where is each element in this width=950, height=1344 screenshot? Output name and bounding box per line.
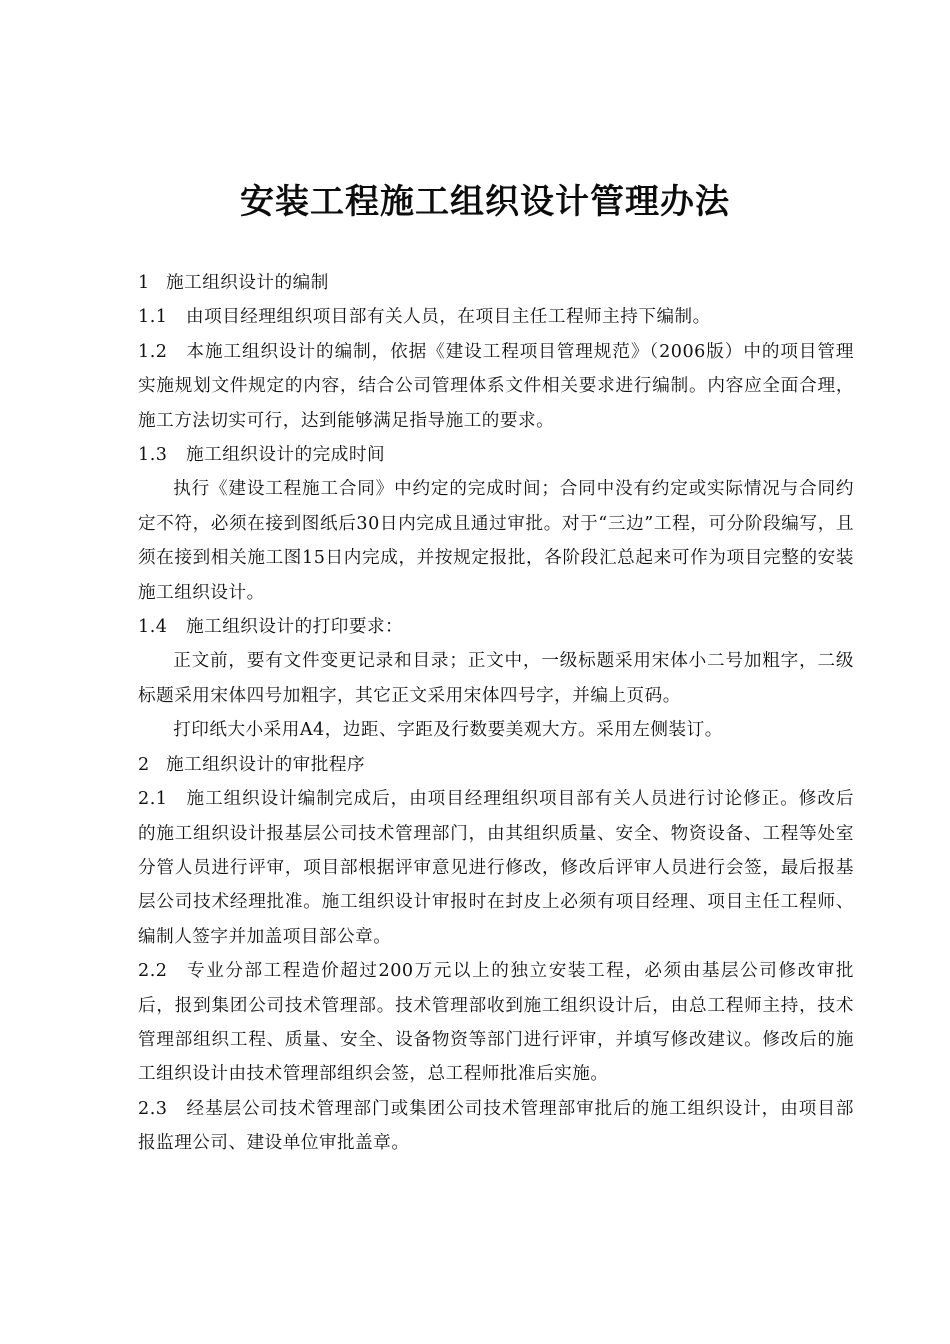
clause-text: 由项目经理组织项目部有关人员，在项目主任工程师主持下编制。: [186, 307, 711, 328]
paragraph-text: 打印纸大小采用A4，边距、字距及行数要美观大方。采用左侧装订。: [173, 720, 723, 741]
paragraph-text: 执行《建设工程施工合同》中约定的完成时间；合同中没有约定或实际情况与合同约定不符，必须在接到图纸后30日内完成且通过审批。对于“三边”工程，可分阶段编写，且须在接到相关施工图15日内完成，并按规定报批，各阶段汇总起来可作为项目完整的安装施工组织设计。: [138, 479, 854, 603]
clause-text: 专业分部工程造价超过200万元以上的独立安装工程，必须由基层公司修改审批后，报到集团公司技术管理部。技术管理部收到施工组织设计后，由总工程师主持，技术管理部组织工程、质量、安全、设备物资等部门进行评审，并填写修改建议。修改后的施工组织设计由技术管理部组织会签，总工程师批准后实施。: [138, 961, 854, 1085]
section-text: 施工组织设计的审批程序: [166, 754, 366, 775]
clause-2-1: [138, 782, 854, 954]
clause-number: 1.3: [138, 445, 168, 466]
body-paragraph: [138, 713, 854, 747]
section-number: 1: [138, 273, 150, 293]
clause-1-4: [138, 610, 854, 644]
clause-number: 1.2: [138, 341, 168, 362]
paragraph-text: 正文前，要有文件变更记录和目录；正文中，一级标题采用宋体小二号加粗字，二级标题采用宋体四号加粗字，其它正文采用宋体四号字，并编上页码。: [138, 651, 854, 706]
clause-number: 2.2: [138, 961, 168, 982]
clause-text: 本施工组织设计的编制，依据《建设工程项目管理规范》（2006版）中的项目管理实施规划文件规定的内容，结合公司管理体系文件相关要求进行编制。内容应全面合理，施工方法切实可行，达到能够满足指导施工的要求。: [138, 341, 854, 431]
clause-2-2: [138, 954, 854, 1092]
clause-number: 1.1: [138, 307, 168, 328]
clause-text: 经基层公司技术管理部门或集团公司技术管理部审批后的施工组织设计，由项目部报监理公司、建设单位审批盖章。: [138, 1098, 854, 1154]
section-number: 2: [138, 754, 150, 775]
document-body: [138, 266, 854, 1161]
clause-number: 2.1: [138, 789, 168, 810]
clause-1-1: [138, 300, 854, 334]
document-title: 安装工程施工组织设计管理办法: [240, 182, 730, 222]
clause-text: 施工组织设计的完成时间: [186, 445, 386, 466]
clause-1-3: [138, 438, 854, 472]
body-paragraph: [138, 472, 854, 610]
body-paragraph: [138, 644, 854, 713]
section-heading-1: [138, 266, 854, 300]
clause-1-2: [138, 335, 854, 438]
clause-number: 2.3: [138, 1098, 168, 1119]
section-text: 施工组织设计的编制: [166, 273, 329, 293]
clause-number: 1.4: [138, 617, 168, 638]
clause-text: 施工组织设计的打印要求：: [186, 617, 404, 638]
clause-2-3: [138, 1092, 854, 1161]
section-heading-2: [138, 748, 854, 782]
clause-text: 施工组织设计编制完成后，由项目经理组织项目部有关人员进行讨论修正。修改后的施工组织设计报基层公司技术管理部门，由其组织质量、安全、物资设备、工程等处室分管人员进行评审，项目部根据评审意见进行修改，修改后评审人员进行会签，最后报基层公司技术经理批准。施工组织设计审报时在封皮上必须有项目经理、项目主任工程师、编制人签字并加盖项目部公章。: [138, 789, 854, 947]
